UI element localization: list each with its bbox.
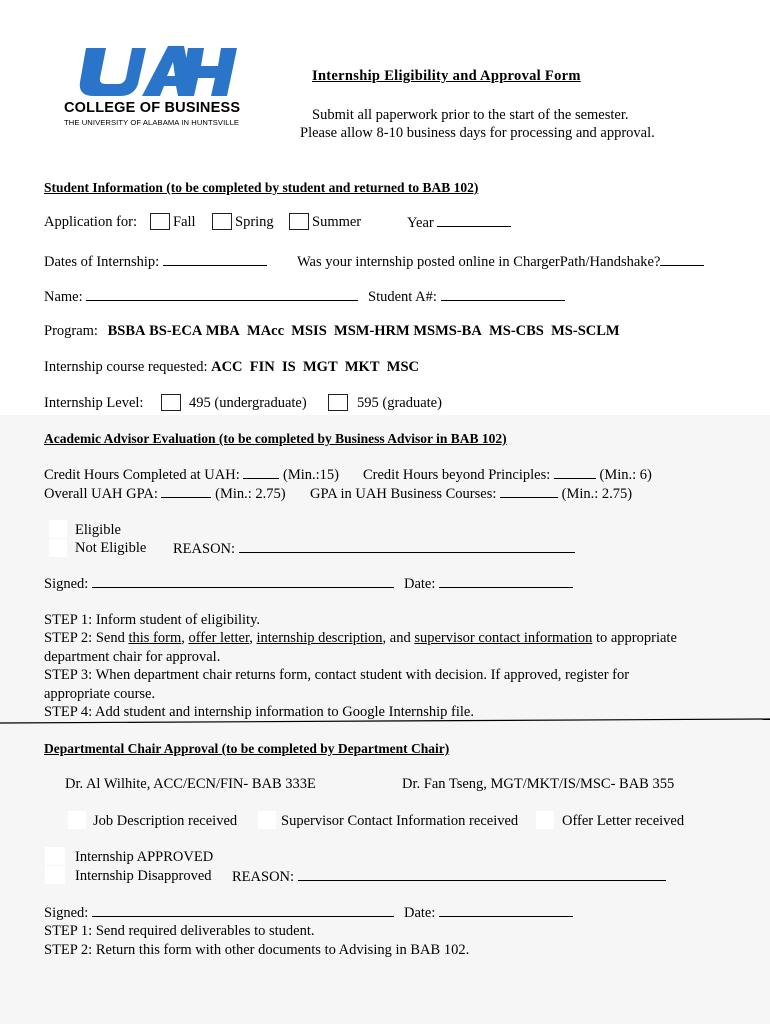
advisor-date-field[interactable] <box>404 575 573 593</box>
advisor-step-2-and: , and <box>382 630 415 646</box>
offer-letter-link: offer letter <box>188 630 250 646</box>
form-title: Internship Eligibility and Approval Form <box>312 68 581 84</box>
supervisor-contact-link: supervisor contact information <box>414 630 593 646</box>
program-bs-eca[interactable]: BS-ECA <box>149 323 203 339</box>
offer-letter-label: Offer Letter received <box>562 813 685 829</box>
program-mba[interactable]: MBA <box>205 323 240 339</box>
advisor-step-1: STEP 1: Inform student of eligibility. <box>44 612 261 628</box>
credit-hours-principles-blank[interactable] <box>554 466 596 479</box>
advisor-date-blank[interactable] <box>439 575 573 588</box>
program-row <box>44 323 620 340</box>
advisor-step-2-sep-1: , <box>181 630 189 646</box>
uah-logo-mark <box>72 44 242 100</box>
posted-blank[interactable] <box>660 253 704 266</box>
credit-hours-principles-min: (Min.: 6) <box>599 467 652 483</box>
advisor-step-2-sep-2: , <box>249 630 257 646</box>
advisor-step-3-continued: appropriate course. <box>44 686 156 702</box>
logo-college-name: COLLEGE OF BUSINESS <box>64 100 241 116</box>
advisor-signed-field[interactable] <box>44 575 394 593</box>
level-595-checkbox[interactable] <box>328 394 348 411</box>
credit-hours-uah-field[interactable] <box>44 466 339 484</box>
posted-field[interactable] <box>297 253 704 271</box>
chair-signed-field[interactable] <box>44 904 394 922</box>
course-row <box>44 359 419 376</box>
course-is[interactable]: IS <box>282 359 296 375</box>
program-bsba[interactable]: BSBA <box>107 323 146 339</box>
level-label: Internship Level: <box>44 395 144 411</box>
eligible-checkbox[interactable] <box>49 520 67 538</box>
level-595-label: 595 (graduate) <box>357 395 442 411</box>
program-macc[interactable]: MAcc <box>247 323 285 339</box>
course-label: Internship course requested: <box>44 359 208 375</box>
chair-signed-label: Signed: <box>44 905 89 921</box>
program-msis[interactable]: MSIS <box>291 323 327 339</box>
business-gpa-field[interactable] <box>310 485 632 503</box>
course-mkt[interactable]: MKT <box>344 359 380 375</box>
advisor-reason-label: REASON: <box>173 541 236 557</box>
chair-section-heading: Departmental Chair Approval (to be completed by Department Chair) <box>44 741 450 756</box>
chair-signed-blank[interactable] <box>92 904 394 917</box>
advisor-date-label: Date: <box>404 576 436 592</box>
chair-date-label: Date: <box>404 905 436 921</box>
credit-hours-principles-label: Credit Hours beyond Principles: <box>363 467 551 483</box>
advisor-step-2-continued: department chair for approval. <box>44 649 221 665</box>
advisor-reason-field[interactable] <box>173 540 575 558</box>
advisor-step-4: STEP 4: Add student and internship information to Google Internship file. <box>44 704 474 720</box>
chair-tseng: Dr. Fan Tseng, MGT/MKT/IS/MSC- BAB 355 <box>402 776 675 792</box>
approved-checkbox[interactable] <box>45 847 65 865</box>
course-msc[interactable]: MSC <box>386 359 419 375</box>
student-number-blank[interactable] <box>441 288 565 301</box>
name-blank[interactable] <box>86 288 358 301</box>
course-acc[interactable]: ACC <box>211 359 243 375</box>
advisor-signed-label: Signed: <box>44 576 89 592</box>
job-description-label: Job Description received <box>93 813 238 829</box>
business-gpa-label: GPA in UAH Business Courses: <box>310 486 497 502</box>
business-gpa-min: (Min.: 2.75) <box>561 486 633 502</box>
overall-gpa-label: Overall UAH GPA: <box>44 486 158 502</box>
year-label: Year <box>407 215 434 231</box>
spring-label: Spring <box>235 214 274 230</box>
business-gpa-blank[interactable] <box>500 485 558 498</box>
advisor-step-3: STEP 3: When department chair returns form, contact student with decision. If approved, register for <box>44 667 630 683</box>
fall-checkbox[interactable] <box>150 213 170 230</box>
spring-checkbox[interactable] <box>212 213 232 230</box>
student-number-field[interactable] <box>368 288 565 306</box>
not-eligible-checkbox[interactable] <box>49 539 67 557</box>
level-495-label: 495 (undergraduate) <box>189 395 307 411</box>
program-msms-ba[interactable]: MSMS-BA <box>413 323 482 339</box>
summer-checkbox[interactable] <box>289 213 309 230</box>
program-msm-hrm[interactable]: MSM-HRM <box>334 323 410 339</box>
course-fin[interactable]: FIN <box>249 359 275 375</box>
logo-university-name: THE UNIVERSITY OF ALABAMA IN HUNTSVILLE <box>64 118 240 127</box>
credit-hours-uah-min: (Min.:15) <box>282 467 339 483</box>
section-divider <box>0 716 770 726</box>
supervisor-contact-checkbox[interactable] <box>258 811 276 829</box>
header-note-submit: Submit all paperwork prior to the start of the semester. <box>312 107 629 123</box>
course-mgt[interactable]: MGT <box>302 359 338 375</box>
advisor-step-2-suffix: to appropriate <box>592 630 677 646</box>
level-495-checkbox[interactable] <box>161 394 181 411</box>
program-ms-sclm[interactable]: MS-SCLM <box>551 323 620 339</box>
chair-wilhite: Dr. Al Wilhite, ACC/ECN/FIN- BAB 333E <box>65 776 316 792</box>
overall-gpa-min: (Min.: 2.75) <box>215 486 286 502</box>
advisor-section-heading: Academic Advisor Evaluation (to be completed by Business Advisor in BAB 102) <box>44 431 507 446</box>
approved-label: Internship APPROVED <box>75 849 214 865</box>
offer-letter-checkbox[interactable] <box>536 811 554 829</box>
credit-hours-principles-field[interactable] <box>363 466 652 484</box>
credit-hours-uah-label: Credit Hours Completed at UAH: <box>44 467 240 483</box>
credit-hours-uah-blank[interactable] <box>243 466 279 479</box>
dates-label: Dates of Internship: <box>44 254 160 270</box>
dates-field[interactable] <box>44 253 267 271</box>
year-blank[interactable] <box>437 214 511 227</box>
advisor-reason-blank[interactable] <box>239 540 575 553</box>
chair-step-2: STEP 2: Return this form with other documents to Advising in BAB 102. <box>44 942 470 958</box>
advisor-step-2 <box>44 630 677 647</box>
name-label: Name: <box>44 289 83 305</box>
program-label: Program: <box>44 323 98 339</box>
advisor-step-2-prefix: STEP 2: Send <box>44 630 129 646</box>
disapproved-checkbox[interactable] <box>45 866 65 884</box>
this-form-link: this form <box>128 630 182 646</box>
disapproved-label: Internship Disapproved <box>75 868 212 884</box>
chair-step-1: STEP 1: Send required deliverables to student. <box>44 923 315 939</box>
student-number-label: Student A#: <box>368 289 437 305</box>
internship-description-link: internship description <box>256 630 383 646</box>
posted-label: Was your internship posted online in ChargerPath/Handshake? <box>297 254 661 270</box>
chair-date-field[interactable] <box>404 904 573 922</box>
overall-gpa-field[interactable] <box>44 485 286 503</box>
name-field[interactable] <box>44 288 358 306</box>
chair-reason-blank[interactable] <box>298 868 666 881</box>
not-eligible-label: Not Eligible <box>75 540 147 556</box>
overall-gpa-blank[interactable] <box>161 485 211 498</box>
advisor-signed-blank[interactable] <box>92 575 394 588</box>
supervisor-contact-label: Supervisor Contact Information received <box>281 813 519 829</box>
chair-reason-label: REASON: <box>232 869 295 885</box>
application-for-label: Application for: <box>44 214 138 230</box>
header-note-processing: Please allow 8-10 business days for processing and approval. <box>300 125 655 141</box>
student-section-heading: Student Information (to be completed by student and returned to BAB 102) <box>44 180 479 195</box>
job-description-checkbox[interactable] <box>68 811 86 829</box>
year-field[interactable] <box>407 214 511 232</box>
fall-label: Fall <box>173 214 196 230</box>
dates-blank[interactable] <box>163 253 267 266</box>
chair-reason-field[interactable] <box>232 868 666 886</box>
eligible-label: Eligible <box>75 522 121 538</box>
summer-label: Summer <box>312 214 362 230</box>
chair-date-blank[interactable] <box>439 904 573 917</box>
program-ms-cbs[interactable]: MS-CBS <box>489 323 544 339</box>
